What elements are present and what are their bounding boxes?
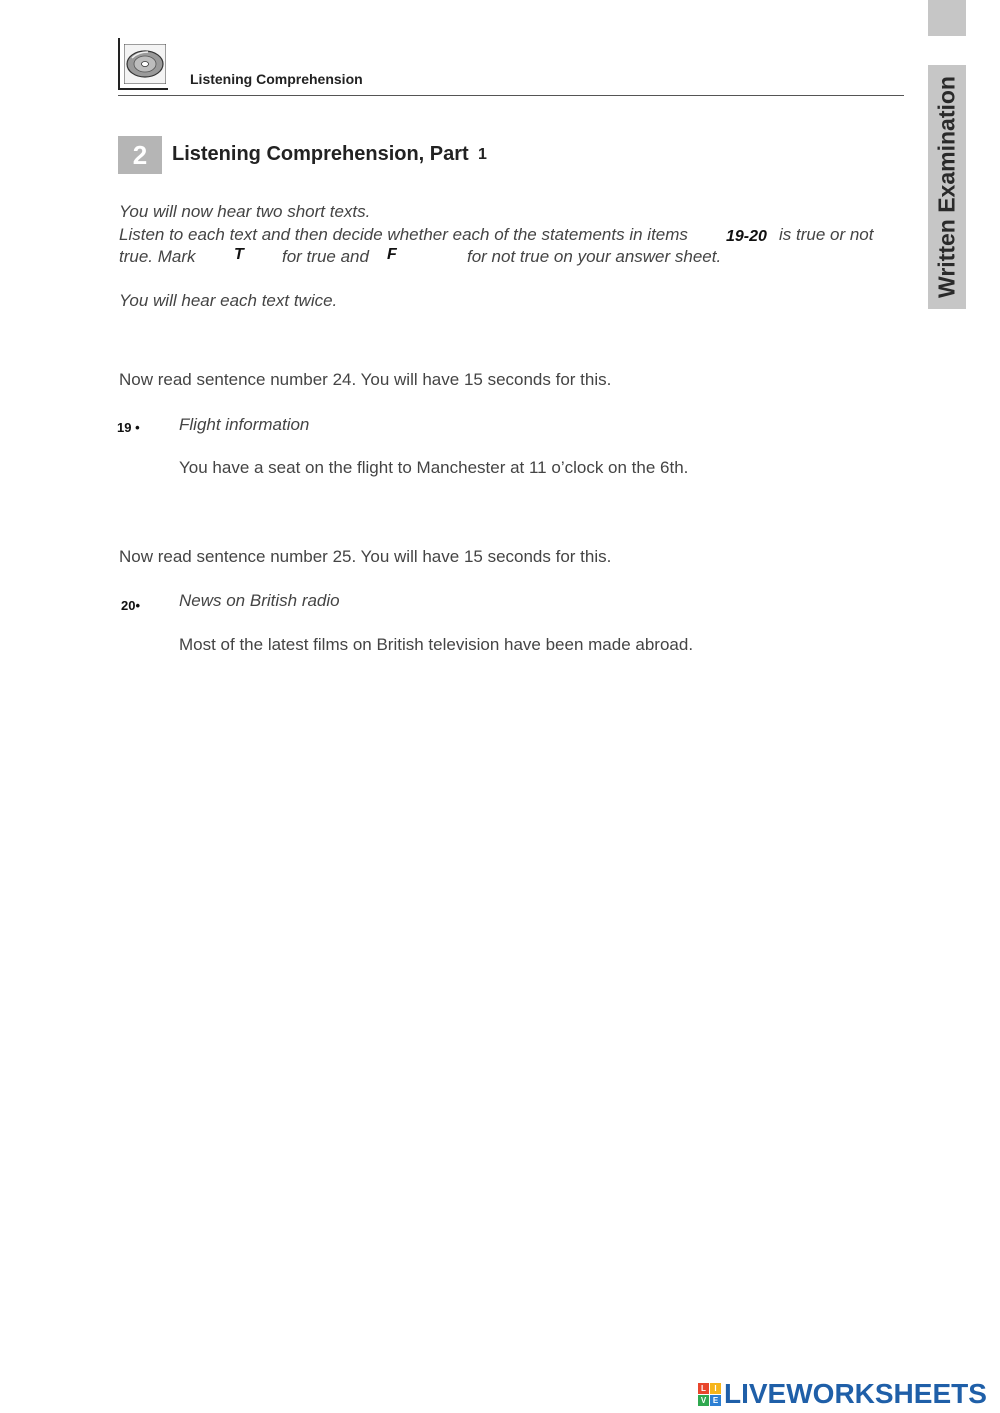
side-tab-block	[928, 0, 966, 36]
logo-letter: I	[710, 1383, 721, 1394]
instruction-line-3c: for not true on your answer sheet.	[467, 247, 722, 266]
question-statement: You have a seat on the flight to Manchester at 11 o’clock on the 6th.	[179, 458, 689, 477]
logo-text: LIVEWORKSHEETS	[724, 1378, 987, 1409]
cd-icon	[124, 44, 166, 84]
question-prompt: Now read sentence number 25. You will have 15 seconds for this.	[119, 547, 612, 566]
section-title: Listening Comprehension, Part	[172, 143, 469, 165]
cd-icon-frame	[118, 38, 168, 90]
items-range-blank[interactable]: 19-20	[726, 228, 767, 245]
instruction-line-4: You will hear each text twice.	[119, 291, 338, 310]
instruction-line-2b: is true or not	[779, 225, 874, 244]
logo-squares-icon	[698, 1383, 721, 1406]
instruction-line-1: You will now hear two short texts.	[119, 202, 371, 221]
side-tab	[928, 65, 966, 309]
section-number: 2	[118, 136, 162, 174]
question-number: 19 •	[117, 420, 140, 435]
question-number: 20•	[121, 598, 141, 613]
liveworksheets-logo[interactable]	[698, 1378, 987, 1410]
mark-false-blank[interactable]: F	[387, 246, 397, 263]
mark-true-blank[interactable]: T	[234, 246, 244, 263]
logo-letter: V	[698, 1395, 709, 1406]
question-statement: Most of the latest films on British television have been made abroad.	[179, 635, 694, 654]
question-topic: Flight information	[179, 415, 310, 434]
logo-letter: E	[710, 1395, 721, 1406]
instruction-line-2a: Listen to each text and then decide whether each of the statements in items	[119, 225, 688, 244]
instruction-line-3b: for true and	[282, 247, 369, 266]
logo-letter: L	[698, 1383, 709, 1394]
section-part: 1	[478, 146, 487, 163]
header-divider	[118, 95, 904, 96]
question-prompt: Now read sentence number 24. You will have 15 seconds for this.	[119, 370, 612, 389]
instruction-line-3a: true. Mark	[119, 247, 196, 266]
header-title: Listening Comprehension	[190, 71, 363, 87]
question-topic: News on British radio	[179, 591, 340, 610]
side-tab-label: Written Examination	[933, 76, 960, 298]
